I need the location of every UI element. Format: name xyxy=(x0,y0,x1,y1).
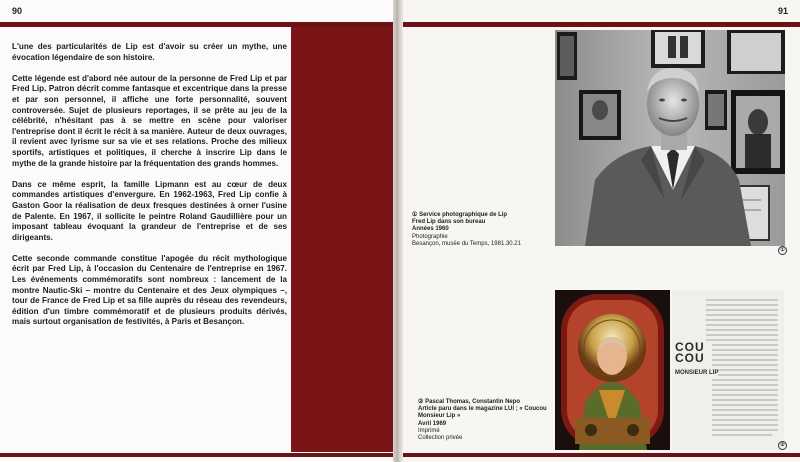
painting-image xyxy=(555,290,670,450)
article-heading: COU COU xyxy=(675,342,709,364)
caption-2-number: ② xyxy=(418,399,424,405)
caption-1-line-4: Besançon, musée du Temps, 1981.30.21 xyxy=(412,240,521,247)
caption-2-subtitle: Article paru dans le magazine LUI ; « Coucou Monsieur Lip » xyxy=(418,406,547,420)
caption-2-line-3: Collection privée xyxy=(418,435,463,442)
photo-fred-lip-office xyxy=(555,30,785,246)
caption-1-line-3: Photographie xyxy=(412,233,448,240)
paragraph-4: Cette seconde commande constitue l'apogée du récit mythologique écrit par Fred Lip, à l'occasion du Centenaire de l'entreprise en 1967. Les événements commémoratifs sont nombreux : lancement de la montre Nautic-Ski – montre du Centenaire et des Jeux olympiques –, tour de France de Fred Lip et sa fille auprès du réseau des revendeurs, édition d'un timbre commémoratif et de plusieurs produits dérivés, mais surtout organisation de festivités, à Paris et Besançon. xyxy=(12,253,287,327)
article-subheading: MONSIEUR LIP xyxy=(675,370,719,376)
bottom-rule-left xyxy=(0,453,396,457)
bottom-rule-right xyxy=(398,453,800,457)
magazine-article xyxy=(672,290,784,450)
top-rule-right xyxy=(398,22,800,27)
caption-2-line-1: Avril 1969 xyxy=(418,420,447,427)
page-number-right: 91 xyxy=(777,6,788,16)
paragraph-2: Cette légende est d'abord née autour de la personne de Fred Lip et par Fred Lip. Patron décrit comme fantasque et excentrique dans la presse et par son personnel, il affiche une forte personnalité, souvent controversée. Sujet de plusieurs reportages, il se prête au jeu de la célébrité, n'hésitant pas à se mettre en scène pour valoriser l'entreprise dont il écrit le récit à sa manière. Auteur de deux ouvrages, il revient avec lyrisme sur sa vie et ses relations. Proche des milieux sportifs, artistiques et politiques, il cherche à inscrire Lip dans le mythe de la grande histoire par la fréquentation des grands hommes. xyxy=(12,73,287,168)
red-color-block xyxy=(291,27,396,452)
caption-1-line-2: Années 1960 xyxy=(412,226,449,233)
body-text xyxy=(12,42,287,339)
paragraph-3: Dans ce même esprit, la famille Lipmann est au cœur de deux commandes artistiques d'envergure. En 1962-1963, Fred Lip confie à Gaston Goor la réalisation de deux fresques destinées à orner l'usine de Palente. En 1967, il sollicite le peintre Roland Gaudillière pour un imposant tableau évoquant la grandeur de l'entreprise et de ses dirigeants. xyxy=(12,179,287,242)
caption-1-line-1: Fred Lip dans son bureau xyxy=(412,219,486,226)
caption-2-line-2: Imprimé xyxy=(418,427,440,434)
page-number-left: 90 xyxy=(12,6,23,16)
left-page xyxy=(0,0,396,462)
book-gutter xyxy=(393,0,403,462)
painting-fred-lip xyxy=(555,290,670,450)
image-marker-2: ② xyxy=(778,441,787,450)
caption-1-number: ① xyxy=(412,212,418,218)
caption-photo-1 xyxy=(412,212,552,248)
caption-2-title: Pascal Thomas, Constantin Nepo xyxy=(425,399,521,405)
paragraph-1: L'une des particularités de Lip est d'avoir su créer un mythe, une évocation légendaire de son histoire. xyxy=(12,42,287,62)
photo-fred-lip-image xyxy=(555,30,785,246)
caption-1-title: Service photographique de Lip xyxy=(419,212,508,218)
image-marker-1: ① xyxy=(778,246,787,255)
caption-photo-2 xyxy=(418,399,558,442)
